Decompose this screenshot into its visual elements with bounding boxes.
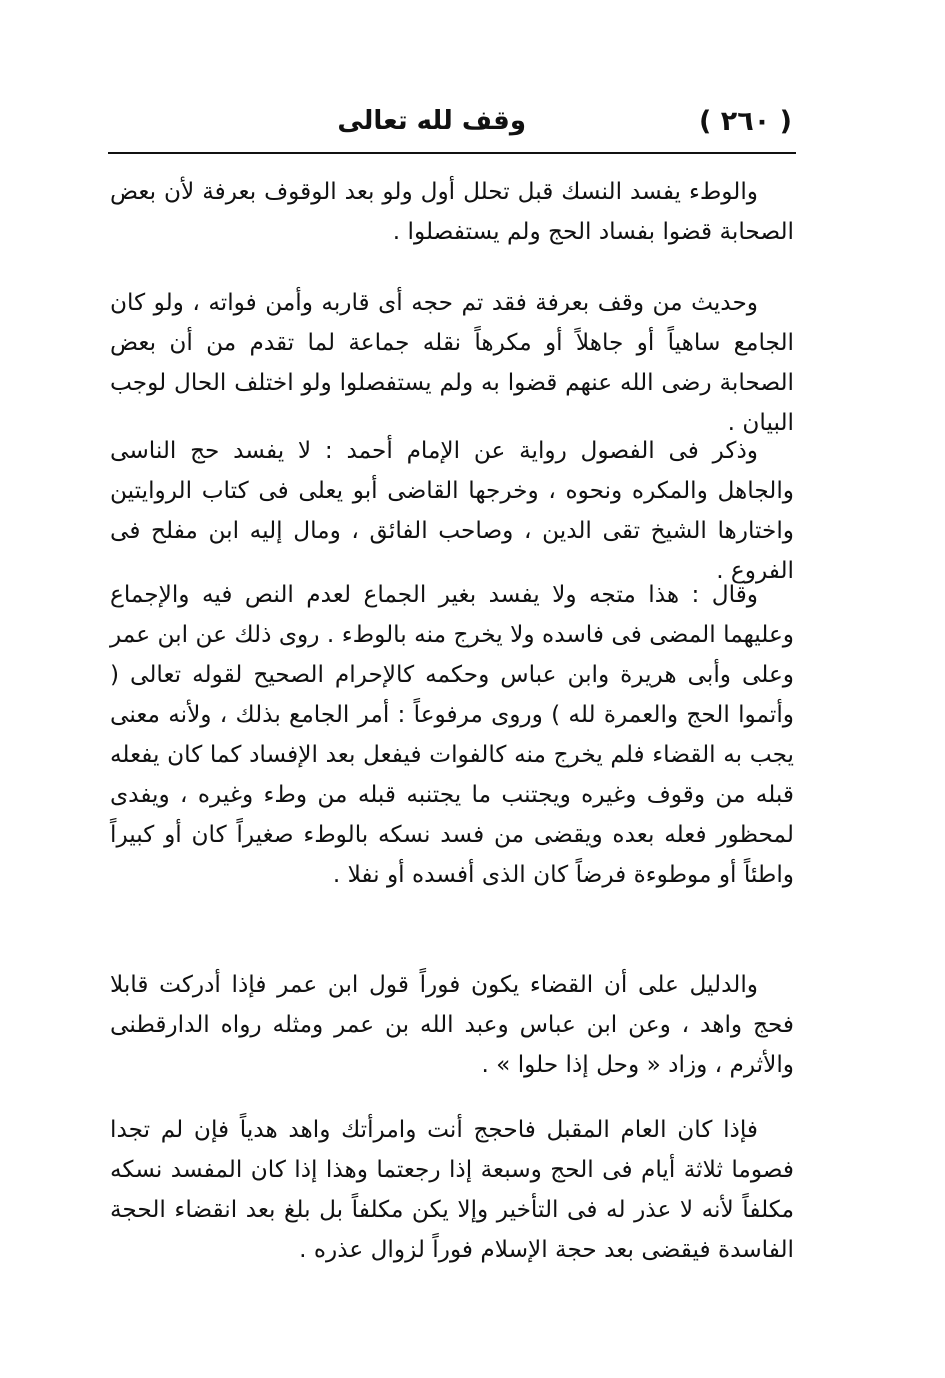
paragraph-2 bbox=[110, 283, 794, 443]
running-title: وقف لله تعالى bbox=[337, 106, 526, 136]
page-number: ( ٢٦٠ ) bbox=[699, 106, 792, 137]
paragraph-text: وذكر فى الفصول رواية عن الإمام أحمد : لا يفسد حج الناسى والجاهل والمكره ونحوه ، وخرجها القاضى أبو يعلى فى كتاب الروايتين واختارها الشيخ تقى الدين ، وصاحب الفائق ، ومال إليه ابن مفلح فى الفروع . bbox=[110, 437, 794, 584]
paragraph-text: والوطء يفسد النسك قبل تحلل أول ولو بعد الوقوف بعرفة لأن بعض الصحابة قضوا بفساد الحج ولم يستفصلوا . bbox=[110, 178, 794, 245]
paragraph-text: فإذا كان العام المقبل فاحجج أنت وامرأتك واهد هدياً فإن لم تجدا فصوما ثلاثة أيام فى الحج وسبعة إذا رجعتما وهذا إذا كان المفسد نسكه مكلفاً لأنه لا عذر له فى التأخير وإلا يكن مكلفاً بل بلغ بعد انقضاء الحجة الفاسدة فيقضى بعد حجة الإسلام فوراً لزوال عذره . bbox=[110, 1116, 794, 1263]
paragraph-6 bbox=[110, 1110, 794, 1270]
paragraph-text: وقال : هذا متجه ولا يفسد بغير الجماع لعدم النص فيه والإجماع وعليهما المضى فى فاسده ولا يخرج منه بالوطء . روى ذلك عن ابن عمر وعلى وأبى هريرة وابن عباس وحكمه كالإحرام الصحيح لقوله تعالى ( وأتموا الحج والعمرة لله ) وروى مرفوعاً : أمر الجامع بذلك ، ولأنه معنى يجب به القضاء فلم يخرج منه كالفوات فيفعل بعد الإفساد كما كان يفعله قبله من وقوف وغيره ويجتنب ما يجتنبه قبله من وطء وغيره ، ويفدى لمحظور فعله بعده ويقضى من فسد نسكه بالوطء صغيراً كان أو كبيراً واطئاً أو موطوءة فرضاً كان الذى أفسده أو نفلا . bbox=[110, 581, 794, 888]
paragraph-4 bbox=[110, 575, 794, 895]
header-divider bbox=[108, 152, 796, 154]
paragraph-1 bbox=[110, 172, 794, 252]
paragraph-text: وحديث من وقف بعرفة فقد تم حجه أى قاربه وأمن فواته ، ولو كان الجامع ساهياً أو جاهلاً أو مكرهاً نقله جماعة لما تقدم من أن بعض الصحابة رضى الله عنهم قضوا به ولم يستفصلوا ولو اختلف الحال لوجب البيان . bbox=[110, 289, 794, 436]
paragraph-5 bbox=[110, 965, 794, 1085]
paragraph-text: والدليل على أن القضاء يكون فوراً قول ابن عمر فإذا أدركت قابلا فحج واهد ، وعن ابن عباس وعبد الله بن عمر ومثله رواه الدارقطنى والأثرم ، وزاد « وحل إذا حلوا » . bbox=[110, 971, 794, 1078]
paragraph-3 bbox=[110, 431, 794, 591]
page-header bbox=[108, 100, 796, 148]
